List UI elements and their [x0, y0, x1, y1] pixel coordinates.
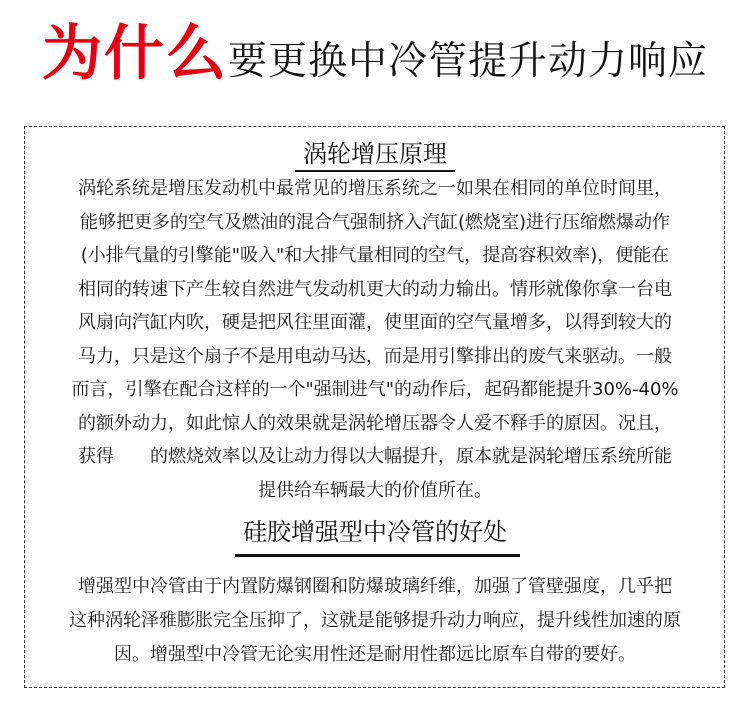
headline-rest: 要更换中冷管提升动力响应 [227, 39, 708, 84]
paragraph-line: 马力，只是这个扇子不是用电动马达，而是用引擎排出的废气来驱动。一般 [78, 345, 672, 367]
paragraph-line: 提供给车辆最大的价值所在。 [258, 479, 492, 501]
turbo-principle-paragraph [0, 172, 750, 507]
paragraph-line: 而言，引擎在配合这样的一个"强制进气"的动作后，起码都能提升30%-40% [71, 379, 679, 400]
paragraph-line: 增强型中冷管由于内置防爆钢圈和防爆玻璃纤维，加强了管壁强度，几乎把 [78, 576, 672, 597]
paragraph-line: 的额外动力，如此惊人的效果就是涡轮增压器令人爱不释手的原因。况且， [78, 412, 672, 434]
section-title-silicone-benefits: 硅胶增强型中冷管的好处 [243, 518, 507, 546]
paragraph-line: 相同的转速下产生较自然进气发动机更大的动力输出。情形就像你拿一台电 [78, 278, 672, 300]
paragraph-line: 能够把更多的空气及燃油的混合气强制挤入汽缸(燃烧室)进行压缩燃爆动作 [79, 211, 671, 233]
paragraph-line: 获得 的燃烧效率以及让动力得以大幅提升，原本就是涡轮增压系统所能 [78, 446, 672, 467]
page-headline [0, 19, 750, 89]
paragraph-line: (小排气量的引擎能"吸入"和大排气量相同的空气，提高容积效率)，便能在 [80, 245, 670, 266]
paragraph-line: 涡轮系统是增压发动机中最常见的增压系统之一如果在相同的单位时间里， [78, 178, 672, 199]
title-underline [235, 554, 520, 557]
paragraph-line: 风扇向汽缸内吹，硬是把风往里面灌，使里面的空气量增多，以得到较大的 [78, 312, 672, 333]
paragraph-line: 因。增强型中冷管无论实用性还是耐用性都远比原车自带的要好。 [114, 644, 636, 665]
headline-emphasis: 为什么 [41, 19, 228, 89]
silicone-benefits-paragraph [0, 570, 750, 672]
paragraph-line: 这种涡轮泽雅膨胀完全压抑了，这就是能够提升动力响应，提升线性加速的原 [69, 610, 681, 631]
section-title-turbo-principle: 涡轮增压原理 [303, 140, 447, 168]
